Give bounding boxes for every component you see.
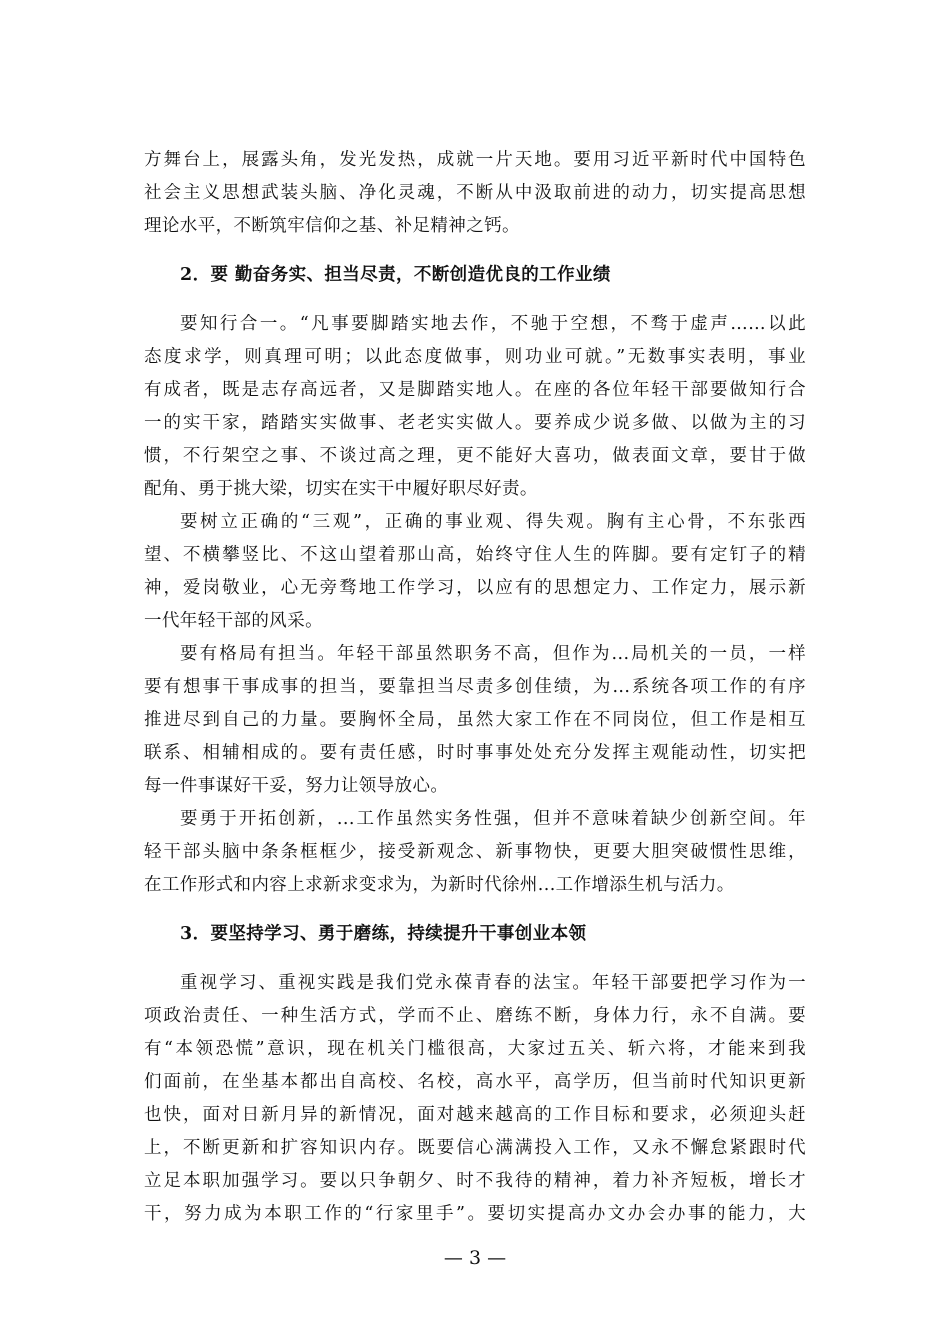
intro-paragraph	[144, 144, 806, 243]
text-line: 惯，不行架空之事、不谈过高之理，更不能好大喜功，做表面文章，要甘于做	[144, 446, 806, 466]
text-line: 轻干部头脑中条条框框少，接受新观念、新事物快，更要大胆突破惯性思维，	[144, 842, 806, 862]
text-line: 要有格局有担当。年轻干部虽然职务不高，但作为...局机关的一员，一样	[180, 644, 806, 664]
text-line: 推进尽到自己的力量。要胸怀全局，虽然大家工作在不同岗位，但工作是相互	[144, 710, 806, 730]
text-line: 要知行合一。“凡事要脚踏实地去作，不驰于空想，不骛于虚声……以此	[180, 314, 806, 334]
text-line: 在工作形式和内容上求新求变求为，为新时代徐州...工作增添生机与活力。	[144, 875, 735, 895]
section-2-heading: 2．要 勤奋务实、担当尽责，不断创造优良的工作业绩	[180, 265, 611, 285]
text-line: 有成者，既是志存高远者，又是脚踏实地人。在座的各位年轻干部要做知行合	[144, 380, 806, 400]
text-line: 们面前，在坐基本都出自高校、名校，高水平，高学历，但当前时代知识更新	[144, 1072, 806, 1092]
text-line: 态度求学，则真理可明；以此态度做事，则功业可就。”无数事实表明，事业	[144, 347, 806, 367]
text-line: 上，不断更新和扩容知识内存。既要信心满满投入工作，又永不懈怠紧跟时代	[144, 1138, 806, 1158]
text-line: 要有想事干事成事的担当，要靠担当尽责多创佳绩，为...系统各项工作的有序	[144, 677, 806, 697]
text-line: 联系、相辅相成的。要有责任感，时时事事处处充分发挥主观能动性，切实把	[144, 743, 806, 763]
text-line: 神，爱岗敬业，心无旁骛地工作学习，以应有的思想定力、工作定力，展示新	[144, 578, 806, 598]
section-2-paragraph-2	[144, 506, 806, 638]
text-line: 一的实干家，踏踏实实做事、老老实实做人。要养成少说多做、以做为主的习	[144, 413, 806, 433]
text-line: 要勇于开拓创新，...工作虽然实务性强，但并不意味着缺少创新空间。年	[180, 809, 806, 829]
text-line: 理论水平，不断筑牢信仰之基、补足精神之钙。	[144, 216, 520, 236]
section-3-heading: 3．要坚持学习、勇于磨练，持续提升干事创业本领	[180, 924, 587, 944]
text-line: 项政治责任、一种生活方式，学而不止、磨练不断，身体力行，永不自满。要	[144, 1006, 806, 1026]
text-line: 立足本职加强学习。要以只争朝夕、时不我待的精神，着力补齐短板，增长才	[144, 1171, 806, 1191]
text-line: 有“本领恐慌”意识，现在机关门槛很高，大家过五关、斩六将，才能来到我	[144, 1039, 806, 1059]
page-number: — 3 —	[443, 1247, 507, 1269]
section-2-paragraph-4	[144, 803, 806, 902]
text-line: 要树立正确的“三观”，正确的事业观、得失观。胸有主心骨，不东张西	[180, 512, 806, 532]
text-line: 重视学习、重视实践是我们党永葆青春的法宝。年轻干部要把学习作为一	[180, 973, 806, 993]
text-line: 也快，面对日新月异的新情况，面对越来越高的工作目标和要求，必须迎头赶	[144, 1105, 806, 1125]
text-line: 社会主义思想武装头脑、净化灵魂，不断从中汲取前进的动力，切实提高思想	[144, 183, 806, 203]
text-line: 配角、勇于挑大梁，切实在实干中履好职尽好责。	[144, 479, 538, 499]
section-2-paragraph-3	[144, 638, 806, 803]
section-3-paragraph-1	[144, 967, 806, 1231]
text-line: 每一件事谋好干妥，努力让领导放心。	[144, 776, 449, 796]
text-line: 望、不横攀竖比、不这山望着那山高，始终守住人生的阵脚。要有定钉子的精	[144, 545, 806, 565]
text-line: 方舞台上，展露头角，发光发热，成就一片天地。要用习近平新时代中国特色	[144, 150, 806, 170]
text-line: 干，努力成为本职工作的“行家里手”。要切实提高办文办会办事的能力，大	[144, 1204, 806, 1224]
document-body	[144, 144, 806, 1231]
text-line: 一代年轻干部的风采。	[144, 611, 323, 631]
section-2-paragraph-1	[144, 308, 806, 506]
